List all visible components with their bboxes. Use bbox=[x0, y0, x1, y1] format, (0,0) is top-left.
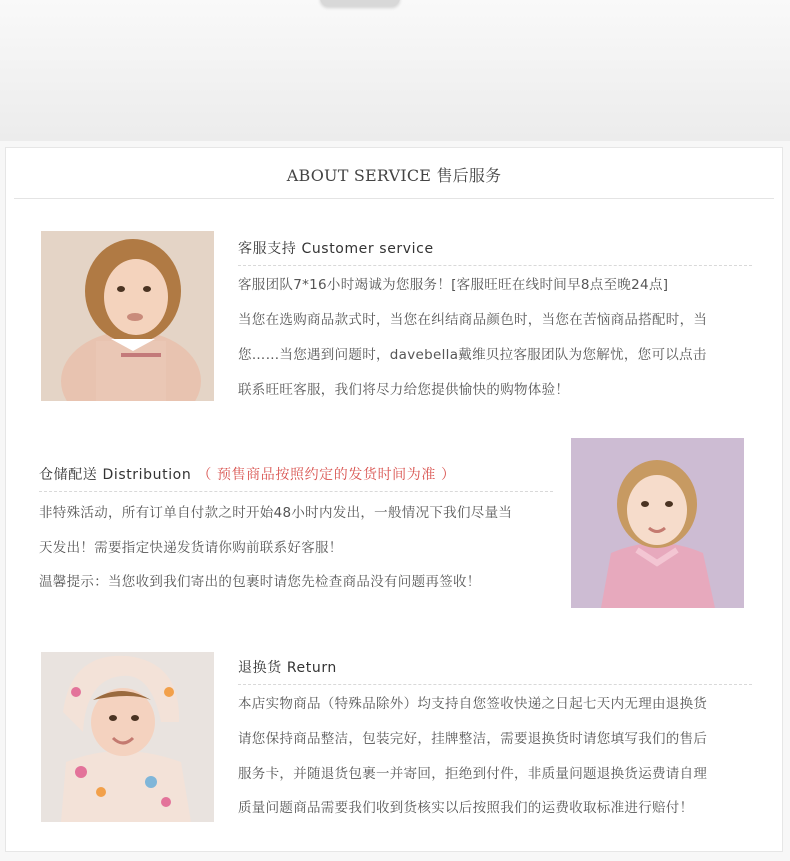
returns-line: 请您保持商品整洁，包装完好，挂牌整洁，需要退换货时请您填写我们的售后 bbox=[238, 731, 708, 747]
customer-service-line: 客服团队7*16小时竭诚为您服务！[客服旺旺在线时间早8点至晚24点] bbox=[238, 277, 669, 293]
customer-service-line: 联系旺旺客服，我们将尽力给您提供愉快的购物体验！ bbox=[238, 382, 570, 398]
returns-divider bbox=[238, 684, 752, 685]
distribution-line: 非特殊活动，所有订单自付款之时开始48小时内发出，一般情况下我们尽量当 bbox=[39, 505, 513, 521]
customer-service-line: 您……当您遇到问题时，davebella戴维贝拉客服团队为您解忧，您可以点击 bbox=[238, 347, 707, 363]
customer-service-photo bbox=[41, 231, 214, 401]
returns-line: 本店实物商品（特殊品除外）均支持自您签收快递之日起七天内无理由退换货 bbox=[238, 696, 708, 712]
distribution-divider bbox=[39, 491, 553, 492]
distribution-note: （ 预售商品按照约定的发货时间为准 ） bbox=[197, 467, 456, 483]
distribution-line: 天发出！需要指定快递发货请你购前联系好客服！ bbox=[39, 540, 343, 556]
returns-photo bbox=[41, 652, 214, 822]
section-heading: ABOUT SERVICE 售后服务 bbox=[286, 166, 502, 185]
returns-line: 服务卡，并随退货包裹一并寄回，拒绝到付件，非质量问题退换货运费请自理 bbox=[238, 766, 708, 782]
top-banner bbox=[0, 0, 790, 141]
returns-line: 质量问题商品需要我们收到货核实以后按照我们的运费收取标准进行赔付！ bbox=[238, 800, 694, 816]
customer-service-title: 客服支持 Customer service bbox=[238, 241, 434, 257]
distribution-title-text: 仓储配送 Distribution bbox=[39, 467, 192, 483]
distribution-photo bbox=[571, 438, 744, 608]
heading-divider bbox=[14, 198, 774, 199]
after-sales-card bbox=[5, 147, 783, 852]
distribution-title bbox=[39, 464, 456, 484]
banner-product-edge bbox=[320, 0, 400, 6]
returns-title: 退换货 Return bbox=[238, 660, 337, 676]
distribution-line: 温馨提示：当您收到我们寄出的包裹时请您先检查商品没有问题再签收！ bbox=[39, 574, 481, 590]
customer-service-line: 当您在选购商品款式时，当您在纠结商品颜色时，当您在苦恼商品搭配时，当 bbox=[238, 312, 708, 328]
customer-service-divider bbox=[238, 265, 752, 266]
